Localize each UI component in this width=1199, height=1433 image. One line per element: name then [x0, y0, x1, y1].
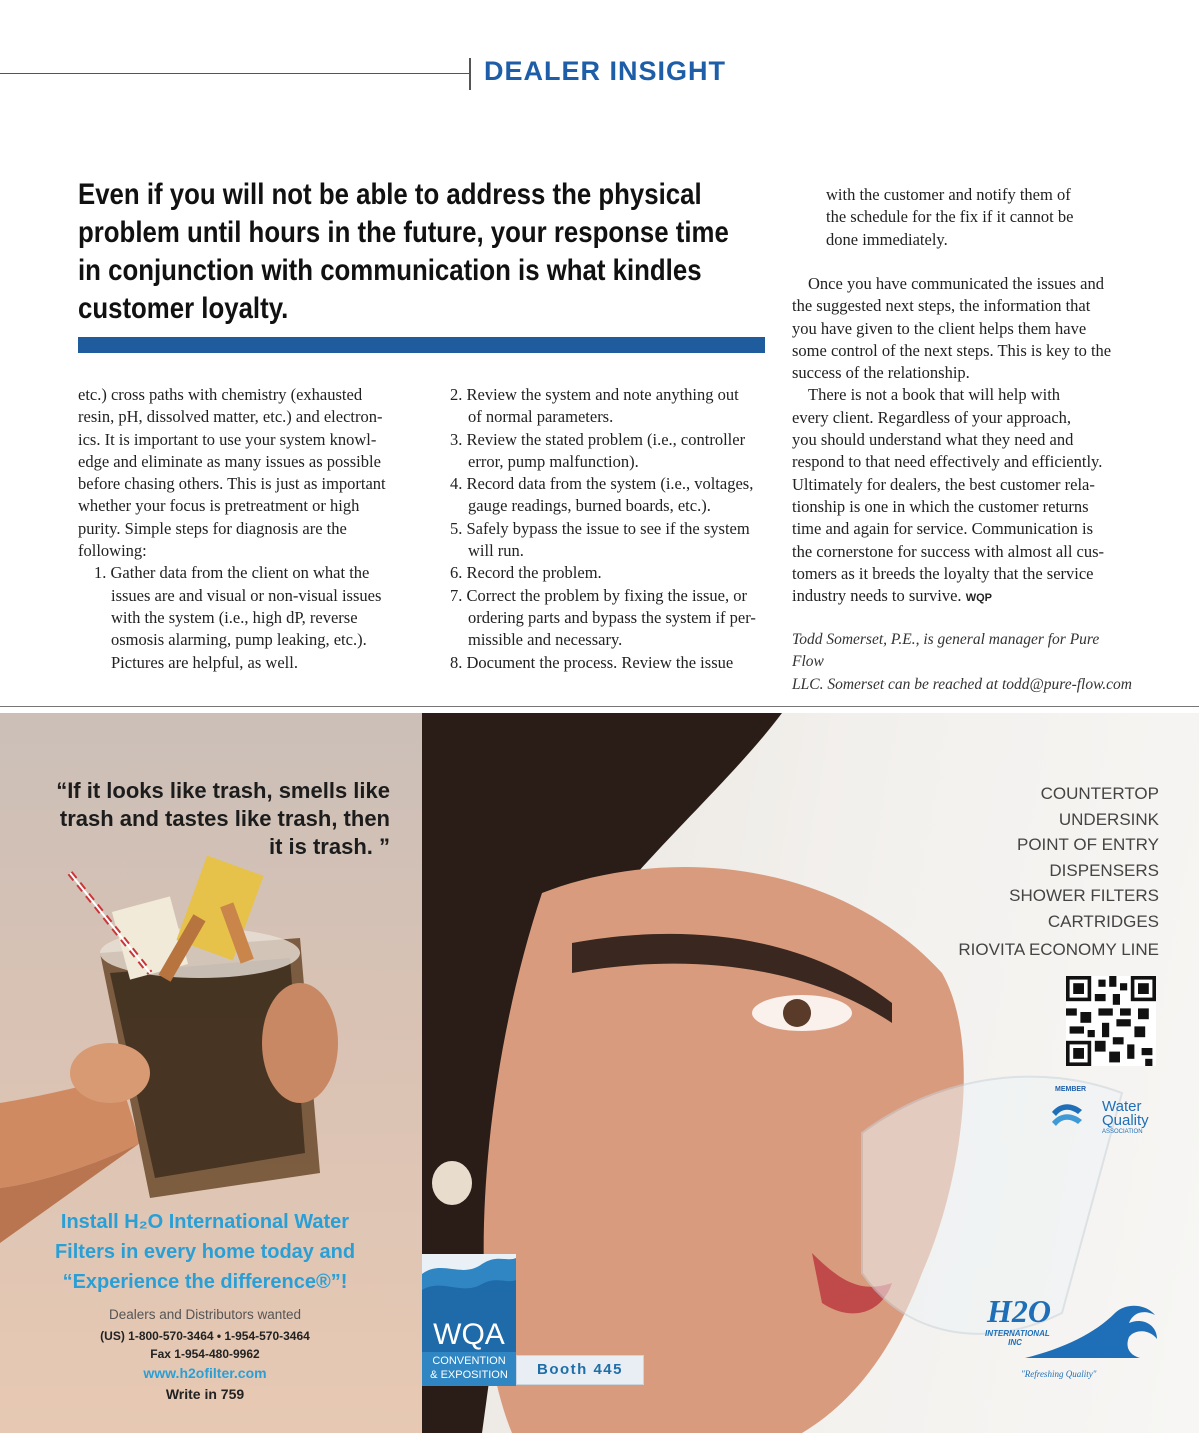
text-line: etc.) cross paths with chemistry (exhausted — [78, 385, 363, 404]
text-line: done immediately. — [826, 229, 948, 249]
convention-line: & EXPOSITION — [430, 1369, 508, 1381]
list-item-line: 1. Gather data from the client on what the — [94, 563, 370, 583]
wqa-member-logo — [1050, 1086, 1160, 1146]
product-item: SHOWER FILTERS — [1009, 886, 1159, 905]
cta-line: Filters in every home today and — [54, 1241, 356, 1263]
article-column-2 — [450, 384, 770, 674]
ad-quote-line: “If it looks like trash, smells like — [56, 778, 390, 803]
cta-line: Install H₂O International Water — [60, 1211, 350, 1233]
text-line: you should understand what they need and — [792, 430, 1074, 450]
text-line: following: — [78, 541, 147, 561]
list-item-line: missible and necessary. — [468, 630, 623, 650]
list-item-line: 5. Safely bypass the issue to see if the system — [450, 518, 750, 538]
write-in-number: Write in 759 — [165, 1386, 245, 1402]
h2o-sub-line: INC — [1008, 1338, 1022, 1347]
list-item-line: 4. Record data from the system (i.e., voltages, — [450, 474, 754, 494]
text-line: before chasing others. This is just as important — [78, 474, 386, 494]
text-line: some control of the next steps. This is key to the — [792, 340, 1112, 360]
convention-line: CONVENTION — [432, 1355, 506, 1367]
list-item-line: of normal parameters. — [468, 407, 614, 427]
product-item: POINT OF ENTRY — [1016, 835, 1159, 854]
list-item-line: will run. — [468, 541, 524, 561]
wave-icon — [1050, 1100, 1084, 1130]
h2o-international-logo — [985, 1293, 1165, 1383]
list-item-line: 6. Record the problem. — [450, 563, 602, 583]
product-list — [958, 781, 1159, 963]
product-item: DISPENSERS — [1049, 860, 1159, 880]
article-column-3 — [792, 273, 1132, 609]
fax-number: Fax 1-954-480-9962 — [150, 1347, 260, 1361]
pull-quote-bar — [78, 337, 765, 353]
wqa-abbr: WQA — [422, 1318, 516, 1352]
list-item-line: 2. Review the system and note anything out — [450, 385, 739, 404]
text-line: the suggested next steps, the information that — [792, 296, 1091, 316]
advertisement — [0, 713, 1199, 1433]
wqa-member-name — [1102, 1100, 1149, 1136]
website-link[interactable]: www.h2ofilter.com — [143, 1365, 267, 1381]
text-line: you have given to the client helps them have — [792, 318, 1087, 338]
product-item: UNDERSINK — [1058, 809, 1159, 829]
water-wave-icon — [422, 1254, 516, 1318]
list-item-line: gauge readings, burned boards, etc.). — [468, 496, 711, 516]
list-item-line: 7. Correct the problem by fixing the issue, or — [450, 585, 747, 605]
header-rule — [0, 73, 470, 74]
article-column-3-continuation — [826, 184, 1146, 251]
pull-quote-line: customer loyalty. — [78, 292, 289, 325]
text-line-span: industry needs to survive. — [792, 586, 962, 606]
text-line: resin, pH, dissolved matter, etc.) and electron- — [78, 407, 383, 427]
text-line: Ultimately for dealers, the best customer rela- — [792, 474, 1095, 494]
wqa-convention-logo — [422, 1254, 516, 1384]
author-bio — [792, 629, 1132, 696]
qr-code[interactable] — [1066, 976, 1156, 1066]
ad-left-panel — [0, 713, 422, 1433]
dealers-wanted: Dealers and Distributors wanted — [108, 1307, 302, 1322]
end-mark: WQP — [965, 592, 992, 605]
member-label: MEMBER — [1055, 1086, 1087, 1093]
text-line: Once you have communicated the issues and — [808, 274, 1104, 293]
list-item-line: issues are and visual or non-visual issues — [111, 585, 382, 605]
ad-quote — [20, 777, 390, 861]
text-line: purity. Simple steps for diagnosis are the — [78, 518, 347, 538]
text-line: with the customer and notify them of — [826, 185, 1071, 204]
list-item-line: with the system (i.e., high dP, reverse — [111, 607, 358, 627]
text-line: respond to that need effectively and efficiently. — [792, 452, 1103, 472]
text-line: the schedule for the fix if it cannot be — [826, 207, 1074, 227]
text-line: success of the relationship. — [792, 363, 970, 383]
list-item-line: Pictures are helpful, as well. — [111, 652, 298, 672]
article-column-1 — [78, 384, 418, 674]
wqa-word: ASSOCIATION — [1102, 1129, 1143, 1135]
text-line: edge and eliminate as many issues as possible — [78, 451, 381, 471]
text-line: tionship is one in which the customer returns — [792, 496, 1089, 516]
text-line — [792, 585, 1132, 609]
product-item: RIOVITA ECONOMY LINE — [958, 940, 1159, 959]
text-line: tomers as it breeds the loyalty that the service — [792, 563, 1094, 583]
h2o-sub-line: INTERNATIONAL — [985, 1329, 1050, 1338]
header-divider — [469, 58, 471, 90]
wqa-convention — [422, 1352, 516, 1386]
ad-quote-line: trash and tastes like trash, then — [59, 806, 390, 831]
text-line: time and again for service. Communication is — [792, 519, 1094, 539]
trash-glass-image — [0, 843, 422, 1243]
pull-quote — [78, 176, 729, 328]
list-item-line: error, pump malfunction). — [468, 451, 639, 471]
bio-line: LLC. Somerset can be reached at todd@pure-flow.com — [792, 675, 1133, 693]
product-item: COUNTERTOP — [1040, 784, 1159, 803]
ad-quote-line: it is trash. ” — [268, 834, 390, 859]
text-line: every client. Regardless of your approach, — [792, 407, 1072, 427]
bio-line: Todd Somerset, P.E., is general manager for Pure Flow — [792, 631, 1100, 671]
text-line: whether your focus is pretreatment or high — [78, 496, 360, 516]
ad-separator — [0, 706, 1199, 707]
list-item-line: osmosis alarming, pump leaking, etc.). — [111, 630, 367, 650]
h2o-brand: H2O — [987, 1293, 1051, 1329]
wqa-word: Water — [1102, 1098, 1142, 1115]
product-item: CARTRIDGES — [1047, 911, 1159, 931]
booth-badge: Booth 445 — [516, 1355, 644, 1385]
pull-quote-line: Even if you will not be able to address the physical — [78, 178, 702, 211]
pull-quote-line: problem until hours in the future, your response time — [78, 216, 729, 249]
phone-numbers: (US) 1-800-570-3464 • 1-954-570-3464 — [100, 1329, 310, 1343]
pull-quote-line: in conjunction with communication is what kindles — [78, 254, 702, 287]
cta-line: “Experience the difference®”! — [62, 1271, 348, 1293]
wave-icon — [1025, 1303, 1165, 1363]
text-line: ics. It is important to use your system knowl- — [78, 429, 377, 449]
wqa-word: Quality — [1102, 1112, 1149, 1129]
text-line: There is not a book that will help with — [808, 385, 1061, 405]
h2o-tagline: "Refreshing Quality" — [1021, 1369, 1097, 1379]
text-line: the cornerstone for success with almost all cus- — [792, 541, 1105, 561]
ad-call-to-action — [20, 1207, 390, 1297]
section-title: DEALER INSIGHT — [484, 56, 727, 86]
list-item-line: ordering parts and bypass the system if per- — [468, 607, 756, 627]
list-item-line: 3. Review the stated problem (i.e., controller — [450, 429, 746, 449]
list-item-line: 8. Document the process. Review the issue — [450, 652, 734, 672]
